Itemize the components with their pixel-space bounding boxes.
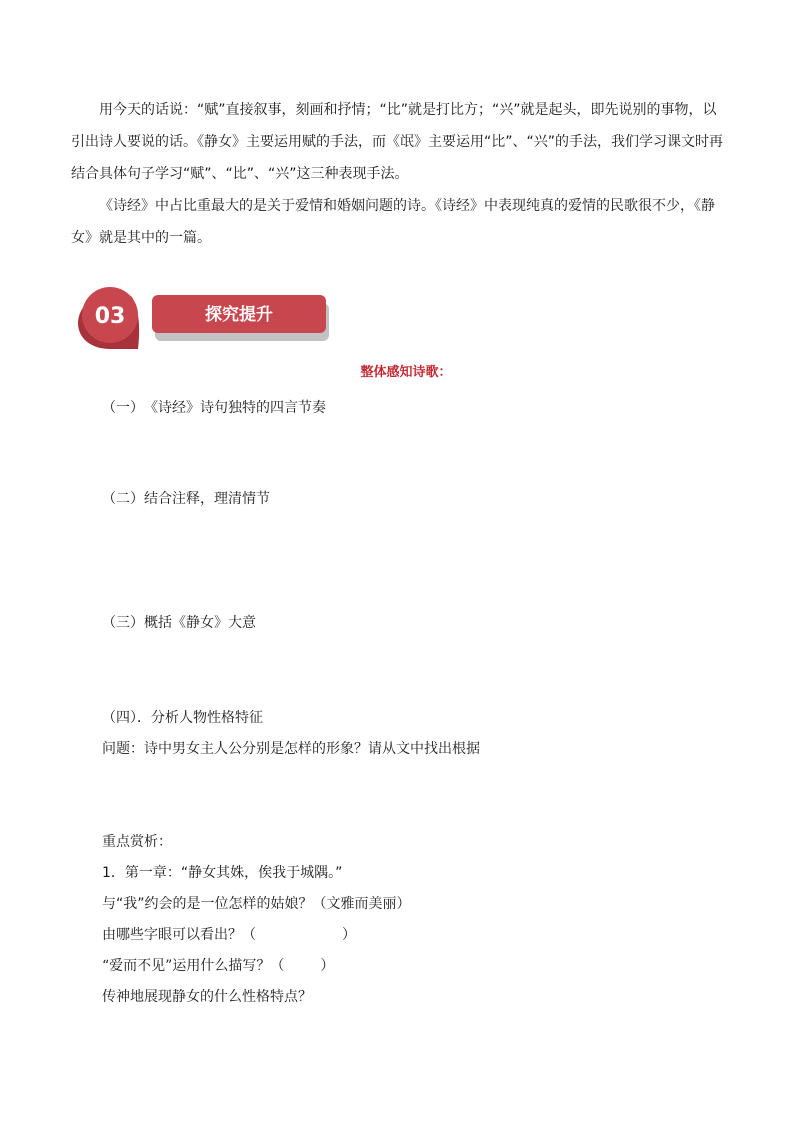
badge-number: 03 <box>94 304 126 329</box>
section-badge <box>70 283 340 355</box>
question-1: （一） 《诗经》诗句独特的四言节奏 <box>102 400 326 416</box>
question-3-text: “爱而不见”运用什么描写？（ <box>102 958 285 974</box>
intro-paragraph-1: 用今天的话说：“赋”直接叙事，刻画和抒情；“比”就是打比方；“兴”就是起头，即先说别的事物，以引出诗人要说的话。《静女》主要运用赋的手法，而《氓》主要运用“比”、“兴”的手法，我们学习课文时再结合具体句子学习“赋”、“比”、“兴”这三种表现手法。 <box>71 102 724 182</box>
focus-item-1-question-2 <box>102 925 356 945</box>
focus-item-1-question-3 <box>102 956 334 976</box>
section-badge-graphic <box>70 283 340 355</box>
badge-title: 探究提升 <box>205 305 273 325</box>
focus-heading: 重点赏析： <box>102 834 172 850</box>
question-2: （二）结合注释，理清情节 <box>102 491 270 507</box>
question-3: （三）概括《静女》大意 <box>102 615 256 631</box>
question-3-close: ） <box>320 958 335 974</box>
question-4-prompt: 问题：诗中男女主人公分别是怎样的形象？请从文中找出根据 <box>102 741 480 757</box>
question-4: （四）．分析人物性格特征 <box>102 710 263 726</box>
focus-item-1-question-1: 与“我”约会的是一位怎样的姑娘？（文雅而美丽） <box>102 896 411 912</box>
question-2-close: ） <box>342 927 356 943</box>
section-heading: 整体感知诗歌： <box>360 365 452 380</box>
intro-paragraph-2: 《诗经》中占比重最大的是关于爱情和婚姻问题的诗。《诗经》中表现纯真的爱情的民歌很不少，《静女》就是其中的一篇。 <box>71 198 715 246</box>
focus-item-1-question-4: 传神地展现静女的什么性格特点？ <box>102 989 312 1005</box>
question-2-text: 由哪些字眼可以看出？（ <box>102 927 256 943</box>
focus-item-1: 1．第一章：“静女其姝，俟我于城隅。” <box>102 865 343 881</box>
